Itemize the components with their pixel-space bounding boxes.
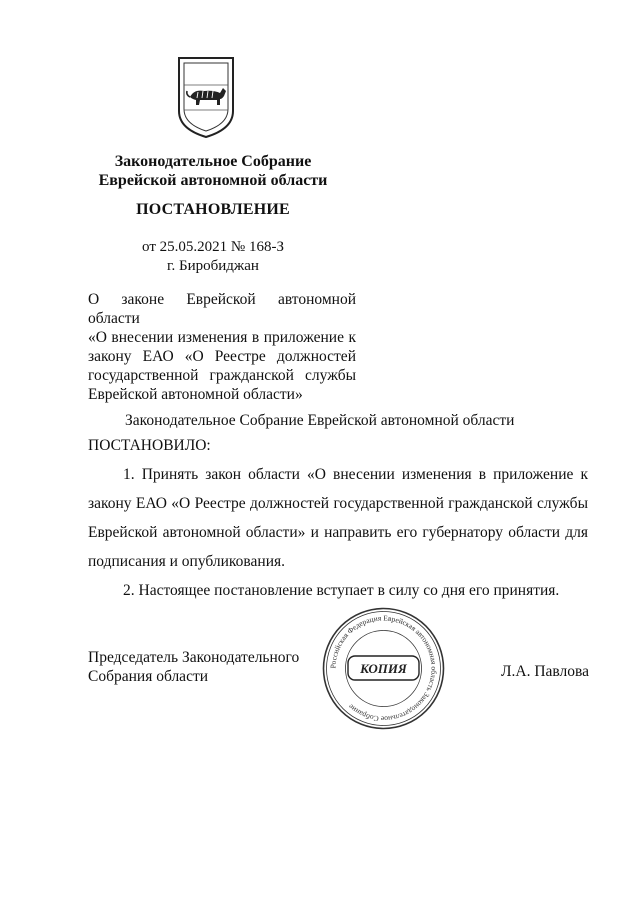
stamp-ring-text: Российская Федерация Еврейская автономная область Законодательное Собрание bbox=[328, 613, 439, 724]
subject-line: Еврейской автономной области» bbox=[88, 386, 303, 403]
document-subject bbox=[88, 290, 356, 404]
stamp-center-text: КОПИЯ bbox=[360, 661, 407, 676]
decided-heading: ПОСТАНОВИЛО: bbox=[88, 437, 211, 454]
org-line-1: Законодательное Собрание bbox=[114, 153, 312, 170]
subject-line: закону ЕАО «О Реестре должностей bbox=[88, 348, 356, 365]
subject-line: государственной гражданской службы bbox=[88, 367, 356, 384]
preamble: Законодательное Собрание Еврейской автономной области bbox=[125, 412, 515, 429]
document-type: ПОСТАНОВЛЕНИЕ bbox=[136, 201, 290, 218]
date-number: от 25.05.2021 № 168-З bbox=[142, 239, 284, 255]
item-1-line: 1. Принять закон области «О внесении изменения в приложение к bbox=[123, 466, 588, 483]
resolution-body bbox=[88, 460, 588, 605]
item-1-line: Еврейской автономной области» и направить его губернатору области для bbox=[88, 524, 588, 541]
org-line-2: Еврейской автономной области bbox=[98, 172, 328, 189]
official-seal-stamp bbox=[321, 606, 446, 731]
city: г. Биробиджан bbox=[167, 258, 259, 274]
coat-of-arms-emblem bbox=[176, 55, 236, 139]
signer-title bbox=[88, 648, 299, 686]
subject-line: «О внесении изменения в приложение к bbox=[88, 329, 356, 346]
item-2: 2. Настоящее постановление вступает в силу со дня его принятия. bbox=[123, 582, 560, 599]
signer-title-line-2: Собрания области bbox=[88, 668, 209, 685]
item-1-line: подписания и опубликования. bbox=[88, 553, 285, 570]
subject-line: О законе Еврейской автономной области bbox=[88, 291, 356, 327]
date-and-number-block bbox=[90, 238, 336, 276]
item-1-line: закону ЕАО «О Реестре должностей государственной гражданской службы bbox=[88, 495, 588, 512]
signer-title-line-1: Председатель Законодательного bbox=[88, 649, 300, 666]
organization-name bbox=[90, 152, 336, 190]
signer-name: Л.А. Павлова bbox=[501, 663, 589, 680]
